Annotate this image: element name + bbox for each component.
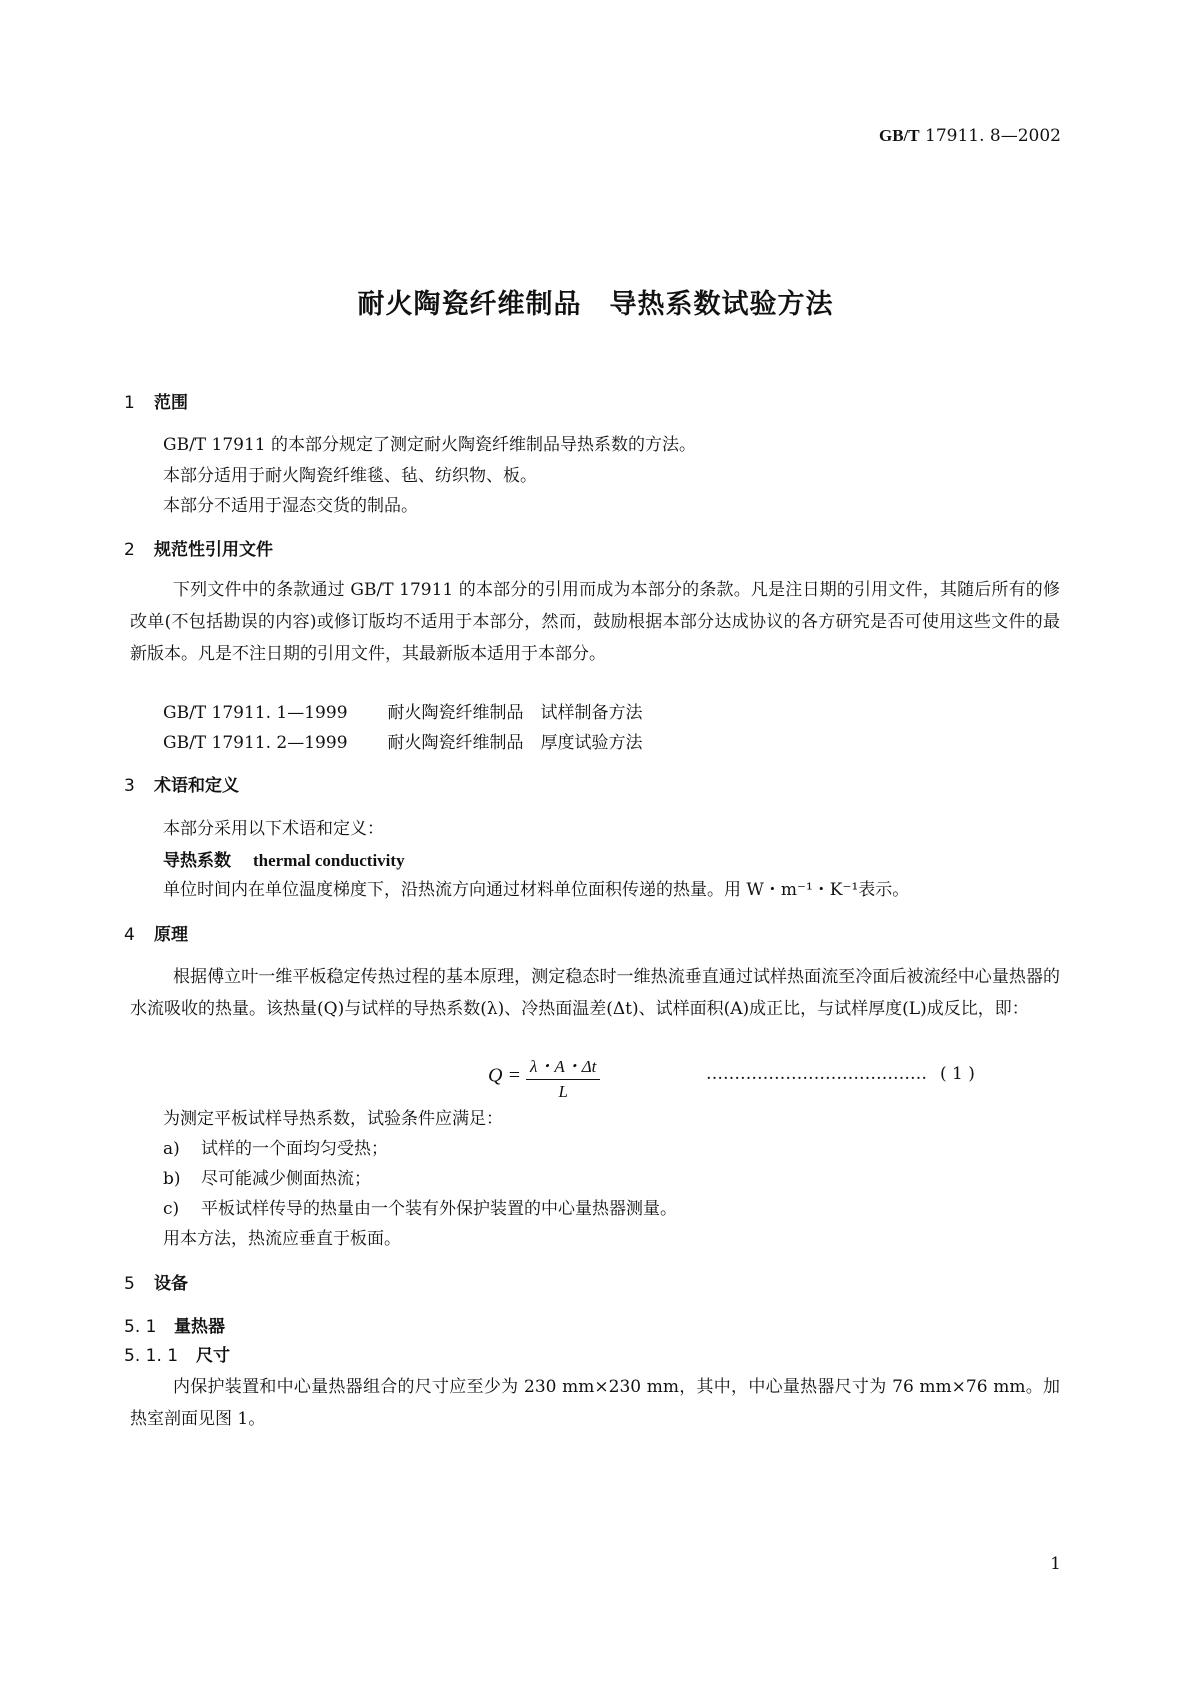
section-title: 规范性引用文件	[154, 540, 273, 560]
paragraph-line: GB/T 17911 的本部分规定了测定耐火陶瓷纤维制品导热系数的方法。	[163, 435, 697, 455]
section-number: 5	[124, 1274, 135, 1294]
formula-number: ( 1 )	[940, 1064, 975, 1084]
section-title: 范围	[154, 393, 188, 413]
list-label: a)	[163, 1139, 180, 1159]
section-number: 1	[124, 393, 135, 413]
section-5-heading	[124, 1269, 188, 1294]
formula-lhs: Q =	[488, 1064, 521, 1087]
subsection-title: 量热器	[174, 1317, 225, 1337]
section-title: 设备	[154, 1274, 188, 1294]
terms-intro: 本部分采用以下术语和定义：	[163, 819, 384, 839]
formula-fraction	[526, 1052, 600, 1102]
section-5-1-1-paragraph: 内保护装置和中心量热器组合的尺寸应至少为 230 mm×230 mm，其中，中心量热器尺寸为 76 mm×76 mm。加热室剖面见图 1。	[130, 1377, 1060, 1429]
conditions-intro: 为测定平板试样导热系数，试验条件应满足：	[163, 1109, 503, 1129]
list-text: 尽可能减少侧面热流；	[201, 1169, 371, 1189]
standard-prefix: GB/T	[879, 126, 920, 145]
list-text: 试样的一个面均匀受热；	[201, 1139, 388, 1159]
section-number: 4	[124, 925, 135, 945]
formula-denominator: L	[558, 1082, 568, 1101]
reference-item	[163, 728, 643, 753]
subsection-5-1-1-heading	[124, 1341, 230, 1366]
section-title: 原理	[154, 925, 188, 945]
reference-title: 耐火陶瓷纤维制品 厚度试验方法	[387, 733, 643, 753]
paragraph-line: 本部分适用于耐火陶瓷纤维毯、毡、纺织物、板。	[163, 466, 537, 486]
subsection-number: 5. 1. 1	[124, 1346, 179, 1366]
subsection-number: 5. 1	[124, 1317, 157, 1337]
section-3-heading	[124, 771, 239, 796]
subsection-5-1-heading	[124, 1312, 225, 1337]
section-number: 2	[124, 540, 135, 560]
page-number: 1	[1050, 1554, 1061, 1574]
list-text: 平板试样传导的热量由一个装有外保护装置的中心量热器测量。	[201, 1199, 677, 1219]
list-label: c)	[163, 1199, 180, 1219]
subsection-title: 尺寸	[196, 1346, 230, 1366]
document-title: 耐火陶瓷纤维制品 导热系数试验方法	[357, 289, 834, 320]
formula-numerator: λ・A・Δt	[526, 1052, 600, 1080]
term-english: thermal conductivity	[253, 851, 405, 870]
section-2-heading	[124, 535, 273, 560]
list-item	[163, 1134, 388, 1159]
paragraph-line: 本部分不适用于湿态交货的制品。	[163, 496, 418, 516]
term-chinese: 导热系数	[163, 851, 231, 871]
standard-number: 17911. 8—2002	[919, 126, 1061, 146]
formula	[488, 1052, 600, 1102]
term-entry	[163, 846, 405, 871]
list-item	[163, 1164, 371, 1189]
standard-code-header	[879, 126, 1061, 146]
reference-item	[163, 698, 643, 723]
formula-leader-dots: …………………………………	[706, 1064, 927, 1084]
section-title: 术语和定义	[154, 776, 239, 796]
section-4-paragraph: 根据傅立叶一维平板稳定传热过程的基本原理，测定稳态时一维热流垂直通过试样热面流至冷面后被流经中心量热器的水流吸收的热量。该热量(Q)与试样的导热系数(λ)、冷热面温差(Δt)、试样面积(A)成正比，与试样厚度(L)成反比，即：	[130, 967, 1060, 1019]
reference-code: GB/T 17911. 2—1999	[163, 733, 348, 753]
list-label: b)	[163, 1169, 181, 1189]
reference-code: GB/T 17911. 1—1999	[163, 703, 348, 723]
reference-title: 耐火陶瓷纤维制品 试样制备方法	[387, 703, 643, 723]
section-2-paragraph: 下列文件中的条款通过 GB/T 17911 的本部分的引用而成为本部分的条款。凡是注日期的引用文件，其随后所有的修改单(不包括勘误的内容)或修订版均不适用于本部分，然而，鼓励根据本部分达成协议的各方研究是否可使用这些文件的最新版本。凡是不注日期的引用文件，其最新版本适用于本部分。	[130, 580, 1060, 664]
list-item	[163, 1194, 677, 1219]
section-1-heading	[124, 388, 188, 413]
section-number: 3	[124, 776, 135, 796]
term-definition: 单位时间内在单位温度梯度下，沿热流方向通过材料单位面积传递的热量。用 W・m⁻¹・K⁻¹表示。	[163, 880, 910, 900]
closing-line: 用本方法，热流应垂直于板面。	[163, 1229, 401, 1249]
section-4-heading	[124, 920, 188, 945]
